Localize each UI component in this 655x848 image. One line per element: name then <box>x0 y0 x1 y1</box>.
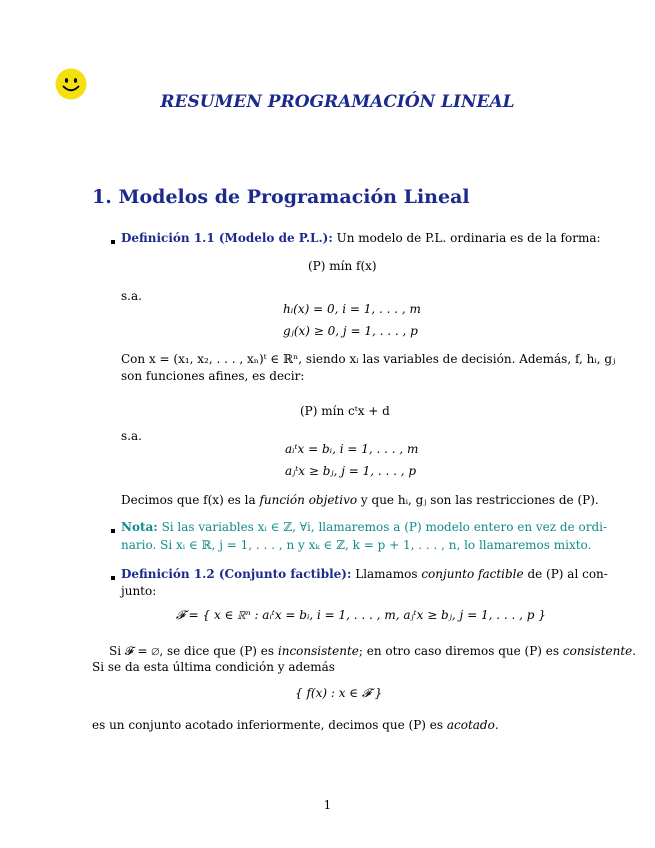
equation-constraint: aⱼᵗx ≥ bⱼ, j = 1, . . . , p <box>285 464 417 478</box>
page-number: 1 <box>323 798 332 812</box>
note-label: Nota: <box>121 520 158 534</box>
text-run: Si 𝓕 = ∅, se dice que (P) es <box>109 644 275 658</box>
emphasis-text: consistente <box>562 644 633 658</box>
equation-constraint: aᵢᵗx = bᵢ, i = 1, . . . , m <box>285 442 419 456</box>
paragraph-text <box>92 716 499 734</box>
bullet-icon <box>111 529 115 533</box>
definition-label: Definición 1.1 (Modelo de P.L.): <box>121 231 333 245</box>
text-run: . <box>494 718 499 732</box>
text-run: Decimos que f(x) es la <box>121 493 256 507</box>
emphasis-text: función objetivo <box>259 493 358 507</box>
paragraph-text: Con x = (x₁, x₂, . . . , xₙ)ᵗ ∈ ℝⁿ, siendo xᵢ las variables de decisión. Además, f, hᵢ, gⱼ <box>121 352 616 366</box>
bullet-icon <box>111 240 115 244</box>
emphasis-text: acotado <box>446 718 495 732</box>
note-text: Si las variables xᵢ ∈ ℤ, ∀i, llamaremos a (P) modelo entero en vez de ordi- <box>161 520 608 534</box>
text-run: y que hᵢ, gⱼ son las restricciones de (P). <box>360 493 599 507</box>
text-run: es un conjunto acotado inferiormente, decimos que (P) es <box>92 718 444 732</box>
emphasis-text: conjunto factible <box>421 567 524 581</box>
paragraph-text: junto: <box>121 584 157 598</box>
emphasis-text: inconsistente <box>277 644 359 658</box>
subject-to-label: s.a. <box>121 429 142 443</box>
subject-to-label: s.a. <box>121 289 142 303</box>
equation-objective: (P) mín cᵗx + d <box>300 404 390 418</box>
text-run: ; en otro caso diremos que (P) es <box>358 644 560 658</box>
definition-1-2 <box>121 565 608 583</box>
definition-label: Definición 1.2 (Conjunto factible): <box>121 567 352 581</box>
bullet-icon <box>111 576 115 580</box>
document-title: RESUMEN PROGRAMACIÓN LINEAL <box>160 92 515 112</box>
paragraph-text: son funciones afines, es decir: <box>121 369 305 383</box>
note-text: nario. Si xᵢ ∈ ℝ, j = 1, . . . , n y xₖ ∈ ℤ, k = p + 1, . . . , n, lo llamaremos mixto. <box>121 538 592 552</box>
text-run: Llamamos <box>355 567 418 581</box>
equation-image-set: { f(x) : x ∈ 𝓕 } <box>295 686 383 700</box>
paragraph-text <box>121 491 599 509</box>
text-run: de (P) al con- <box>527 567 608 581</box>
definition-1-1 <box>121 229 601 247</box>
equation-feasible-set: 𝓕 = { x ∈ ℝⁿ : aᵢᵗx = bᵢ, i = 1, . . . , m, aⱼᵗx ≥ bⱼ, j = 1, . . . , p } <box>176 608 546 622</box>
note-block <box>121 518 607 536</box>
text-run: . <box>632 644 637 658</box>
paragraph-text: Si se da esta última condición y además <box>92 660 335 674</box>
section-heading: 1. Modelos de Programación Lineal <box>92 186 470 208</box>
equation-objective: (P) mín f(x) <box>308 259 377 273</box>
definition-text: Un modelo de P.L. ordinaria es de la forma: <box>336 231 601 245</box>
equation-constraint: gⱼ(x) ≥ 0, j = 1, . . . , p <box>283 324 418 338</box>
equation-constraint: hᵢ(x) = 0, i = 1, . . . , m <box>283 302 421 316</box>
